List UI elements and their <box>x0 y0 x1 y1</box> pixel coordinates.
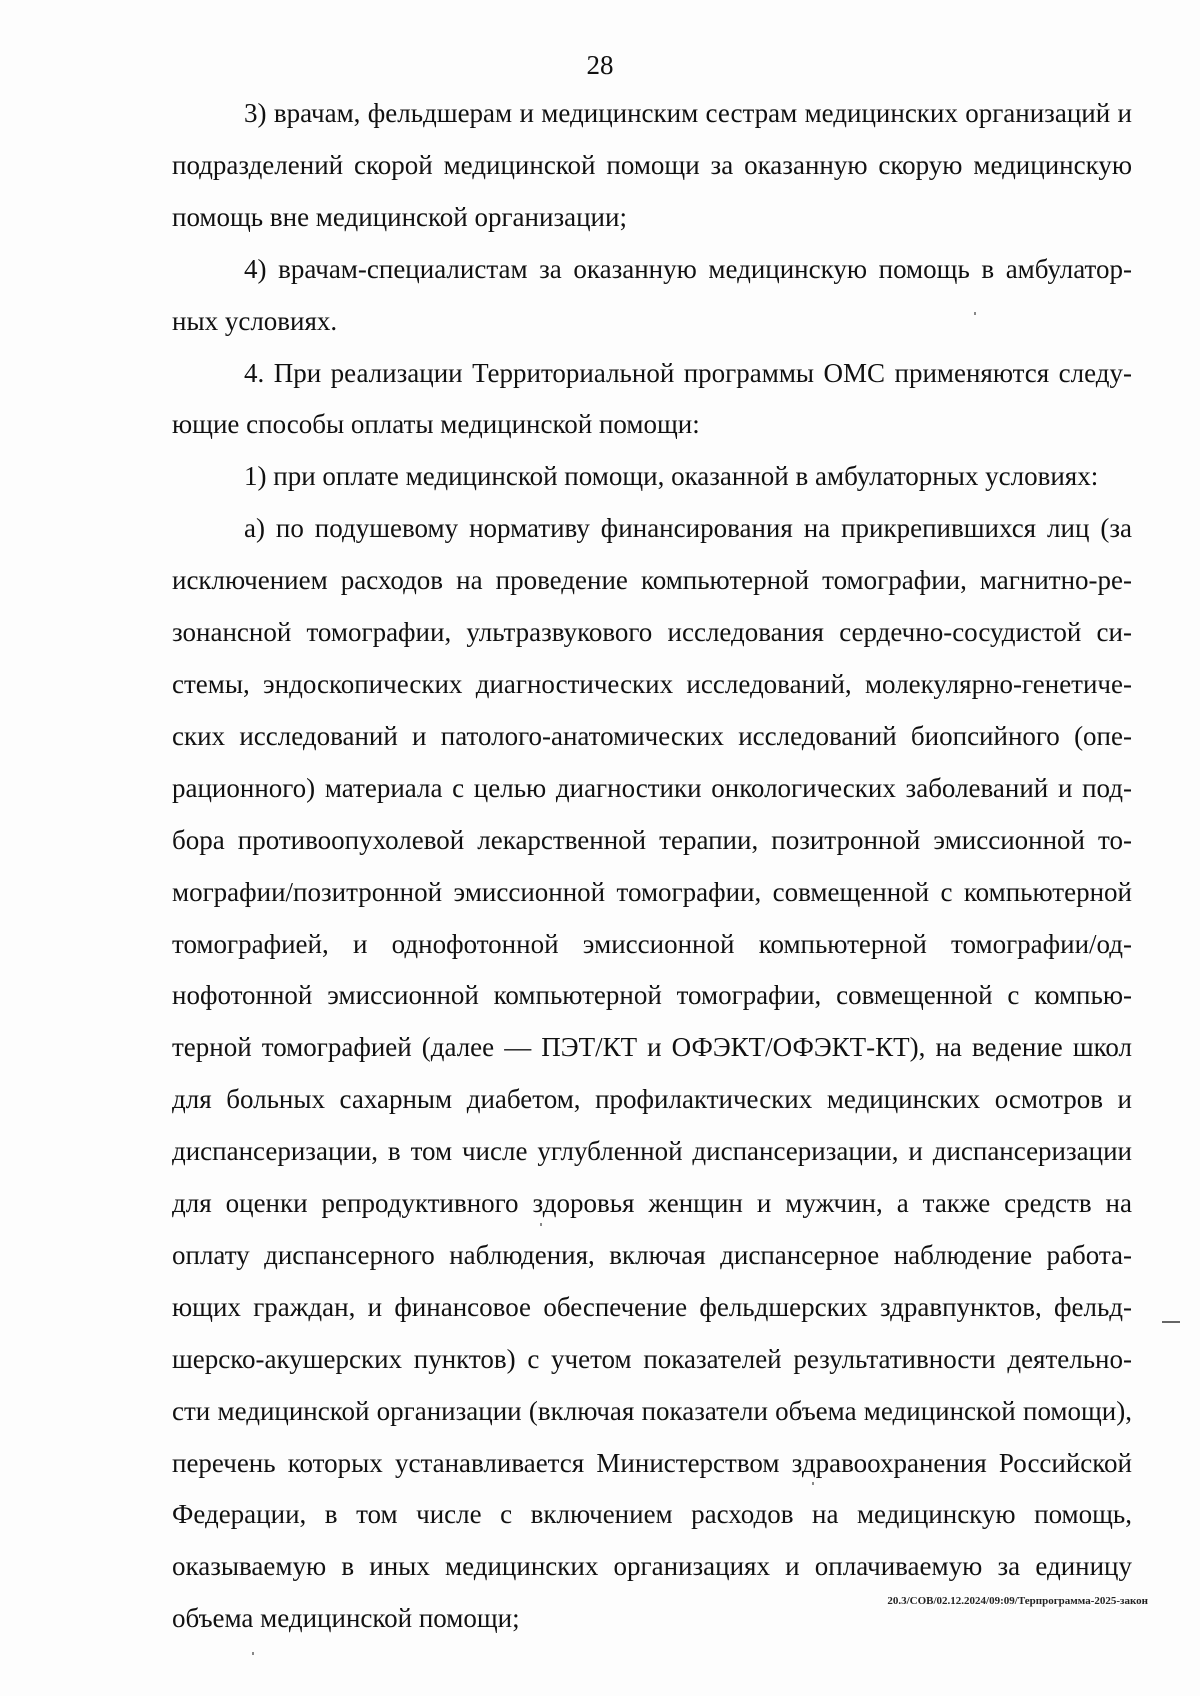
paragraph-item-3-doctors-feldshers: 3) врачам, фельдшерам и медицинским сестрам медицинских организаций и подразделений скорой медицинской помощи за оказанную скорую медицинскую помощь вне медицинской организации; <box>172 98 1132 232</box>
paragraph-item-1-outpatient: 1) при оплате медицинской помощи, оказанной в амбулаторных условиях: <box>244 461 1099 492</box>
paragraph-item-4-specialists: 4) врачам-специалистам за оказанную медицинскую помощь в амбулаторных условиях. <box>172 253 1132 336</box>
paragraph-subitem-a-per-capita: а) по подушевому нормативу финансирования на прикрепившихся лиц (за исключением расходов на проведение компьютерной томографии, магнитно-резонансной томографии, ультразвукового исследования сердечно-сосудистой системы, эндоскопических диагностических исследований, молекулярно-генетических исследований и патолого-анатомических исследований биопсийного (операционного) материала с целью диагностики онкологических заболеваний и подбора противоопухолевой лекарственной терапии, позитронной эмиссионной томографии/позитронной эмиссионной томографии, совмещенной с компьютерной томографией, и однофотонной эмиссионной компьютерной томографии/однофотонной эмиссионной компьютерной томографии, совмещенной с компьютерной томографией (далее — ПЭТ/КТ и ОФЭКТ/ОФЭКТ-КТ), на ведение школ для больных сахарным диабетом, профилактических медицинских осмотров и диспансеризации, в том числе углубленной диспансеризации, и диспансеризации для оценки репродуктивного здоровья женщин и мужчин, а также средств на оплату диспансерного наблюдения, включая диспансерное наблюдение работающих граждан, и финансовое обеспечение фельдшерских здравпунктов, фельдшерско-акушерских пунктов) с учетом показателей результативности деятельности медицинской организации (включая показатели объема медицинской помощи), перечень которых устанавливается Министерством здравоохранения Российской Федерации, в том числе с включением расходов на медицинскую помощь, оказываемую в иных медицинских организациях и оплачиваемую за единицу объема медицинской помощи; <box>172 513 1132 1634</box>
scan-artifact-dot <box>252 1652 254 1655</box>
paragraph-section-4-payment-methods: 4. При реализации Территориальной программы ОМС применяются следующие способы оплаты медицинской помощи: <box>172 357 1132 440</box>
document-body <box>172 88 1132 1645</box>
page-number: 28 <box>586 50 614 80</box>
scan-artifact-dot <box>974 312 976 315</box>
scan-artifact-dot <box>812 1482 814 1485</box>
scan-artifact-dot <box>540 1223 542 1226</box>
scan-artifact-mark <box>1162 1321 1180 1323</box>
document-footer-code: 20.3/СОВ/02.12.2024/09:09/Терпрограмма-2025-закон <box>887 1595 1148 1607</box>
